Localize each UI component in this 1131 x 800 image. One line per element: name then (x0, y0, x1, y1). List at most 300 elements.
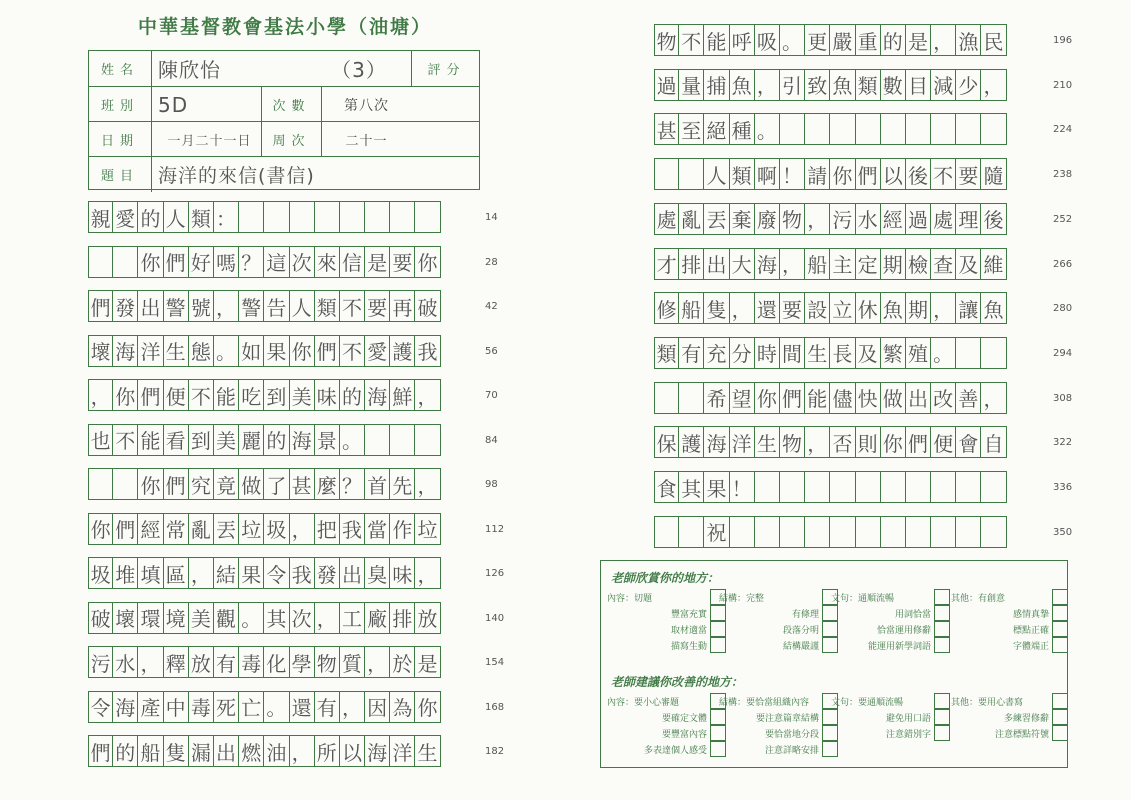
grid-cell (931, 516, 956, 548)
grid-cell: 致 (805, 69, 830, 101)
grid-cell: 不 (189, 379, 214, 411)
grid-cell: 立 (830, 292, 855, 324)
grid-cell: 發 (315, 557, 340, 589)
grid-cell: 。 (264, 691, 289, 723)
grid-cell: 再 (390, 290, 415, 322)
assessment-checkbox[interactable] (934, 693, 950, 709)
assessment-item-label: 文句：通順流暢 (831, 594, 895, 604)
grid-cell: 過 (654, 69, 679, 101)
grid-cell: 有 (214, 646, 239, 678)
grid-cell: 善 (956, 382, 981, 414)
grid-row (88, 201, 441, 233)
grid-cell: ， (931, 292, 956, 324)
grid-row (654, 69, 1007, 101)
assessment-item-label: 段落分明 (782, 626, 819, 636)
grid-cell: 水 (113, 646, 138, 678)
grid-cell (780, 516, 805, 548)
grid-cell: 要 (956, 158, 981, 190)
grid-cell (981, 471, 1006, 503)
grid-cell: 殖 (906, 337, 931, 369)
grid-cell: 以 (340, 735, 365, 767)
grid-cell: 洋 (390, 735, 415, 767)
assessment-checkbox[interactable] (1052, 605, 1068, 621)
row-count-number: 266 (1053, 258, 1073, 270)
grid-cell (113, 246, 138, 278)
grid-cell: 休 (856, 292, 881, 324)
grid-cell: 不 (340, 335, 365, 367)
grid-cell: ， (415, 557, 440, 589)
assessment-item-label: 要恰當地分段 (764, 730, 819, 740)
grid-cell (679, 158, 704, 190)
grid-cell: 海 (365, 379, 390, 411)
row-count-number: 98 (485, 479, 498, 490)
assessment-checkbox[interactable] (1052, 637, 1068, 653)
grid-cell: 及 (856, 337, 881, 369)
grid-cell (415, 424, 440, 456)
grid-row (88, 646, 441, 678)
grid-row (88, 513, 441, 545)
grid-cell: 號 (189, 290, 214, 322)
grid-cell: 廢 (755, 203, 780, 235)
grid-row (654, 248, 1007, 280)
grid-cell: 要 (390, 246, 415, 278)
grid-cell: 分 (730, 337, 755, 369)
grid-cell: 毒 (239, 646, 264, 678)
grid-cell: 。 (239, 602, 264, 634)
grid-cell: 處 (931, 203, 956, 235)
grid-cell: 吸 (755, 24, 780, 56)
grid-cell: 洋 (138, 335, 163, 367)
grid-cell: 究 (189, 468, 214, 500)
assessment-checkbox[interactable] (934, 637, 950, 653)
grid-row (88, 379, 441, 411)
assessment-item-label: 字體端正 (1012, 642, 1049, 652)
grid-cell: 要 (780, 292, 805, 324)
grid-cell: 定 (856, 248, 881, 280)
assessment-checkbox[interactable] (934, 621, 950, 637)
grid-cell: 首 (365, 468, 390, 500)
grid-cell: 便 (931, 426, 956, 458)
grid-cell: 們 (113, 513, 138, 545)
grid-cell: 於 (390, 646, 415, 678)
grid-cell: 維 (981, 248, 1006, 280)
grid-cell (755, 471, 780, 503)
date-label: 日期 (100, 134, 139, 149)
grid-cell (805, 113, 830, 145)
grid-cell: 油 (264, 735, 289, 767)
grid-cell: 告 (264, 290, 289, 322)
grid-cell (931, 471, 956, 503)
grid-cell: 種 (730, 113, 755, 145)
grid-cell: ， (981, 382, 1006, 414)
grid-cell: 次 (290, 602, 315, 634)
grid-cell: 是 (906, 24, 931, 56)
grid-cell (315, 201, 340, 233)
assessment-item-label: 有條理 (791, 610, 819, 620)
grid-cell (340, 201, 365, 233)
grid-cell: 圾 (88, 557, 113, 589)
assessment-box (600, 560, 1068, 768)
grid-cell: 麼 (315, 468, 340, 500)
grid-cell: ， (214, 290, 239, 322)
grid-cell (679, 382, 704, 414)
grid-cell: 警 (239, 290, 264, 322)
grid-cell: 絕 (704, 113, 729, 145)
grid-cell: 引 (780, 69, 805, 101)
grid-cell: ， (981, 69, 1006, 101)
grid-cell: 排 (390, 602, 415, 634)
grid-cell (981, 516, 1006, 548)
grid-cell: 丟 (214, 513, 239, 545)
grid-cell: ？ (340, 468, 365, 500)
header-row-date (89, 121, 479, 157)
grid-cell: 把 (315, 513, 340, 545)
grid-cell: 類 (730, 158, 755, 190)
assessment-item-label: 結構：完整 (719, 594, 765, 604)
grid-cell: 亡 (239, 691, 264, 723)
grid-cell: 才 (654, 248, 679, 280)
topic-value: 海洋的來信(書信) (151, 157, 481, 192)
grid-cell (239, 201, 264, 233)
grid-cell: 類 (315, 290, 340, 322)
grid-cell: 我 (415, 335, 440, 367)
grid-cell: 其 (679, 471, 704, 503)
grid-cell: 設 (805, 292, 830, 324)
grid-cell (730, 516, 755, 548)
grid-cell: 望 (730, 382, 755, 414)
grid-cell: 查 (931, 248, 956, 280)
grid-cell: 有 (679, 337, 704, 369)
grid-cell: 圾 (264, 513, 289, 545)
grid-cell: 出 (214, 735, 239, 767)
grid-cell: 作 (390, 513, 415, 545)
grid-cell: ， (88, 379, 113, 411)
grid-cell: 到 (264, 379, 289, 411)
grid-cell (956, 471, 981, 503)
grid-cell: 隨 (981, 158, 1006, 190)
grid-cell: 。 (214, 335, 239, 367)
row-count-number: 294 (1053, 347, 1073, 359)
row-count-number: 224 (1053, 124, 1073, 136)
row-count-number: 182 (485, 746, 505, 757)
grid-cell: 。 (931, 337, 956, 369)
grid-cell: 令 (88, 691, 113, 723)
grid-cell: 次 (290, 246, 315, 278)
grid-cell: 。 (755, 113, 780, 145)
grid-cell (88, 246, 113, 278)
grid-row (654, 516, 1007, 548)
grid-cell: 你 (138, 246, 163, 278)
grid-cell: ， (138, 646, 163, 678)
assessment-item-label: 避免用口語 (885, 714, 931, 724)
grid-cell: 捕 (704, 69, 729, 101)
grid-cell: 洋 (730, 426, 755, 458)
grid-cell: 死 (214, 691, 239, 723)
row-count-number: 210 (1053, 79, 1073, 91)
grid-cell: 期 (881, 248, 906, 280)
date-value: 一月二十一日 (151, 122, 261, 157)
grid-cell (881, 471, 906, 503)
grid-cell: 漁 (956, 24, 981, 56)
assessment-item-label: 內容：切題 (607, 594, 653, 604)
grid-cell (981, 337, 1006, 369)
grid-cell: 船 (138, 735, 163, 767)
grid-cell: 期 (906, 292, 931, 324)
grid-cell: ， (805, 203, 830, 235)
grid-cell: 你 (290, 335, 315, 367)
grid-cell: 嚴 (830, 24, 855, 56)
grid-cell: 類 (856, 69, 881, 101)
grid-cell: ， (780, 248, 805, 280)
grid-cell: 燃 (239, 735, 264, 767)
grid-cell: 美 (189, 602, 214, 634)
grid-cell (881, 516, 906, 548)
grid-cell: 你 (415, 246, 440, 278)
assessment-checkbox[interactable] (822, 741, 838, 757)
grid-cell: 為 (390, 691, 415, 723)
row-count-number: 336 (1053, 482, 1073, 493)
grid-cell: ， (730, 292, 755, 324)
improve-title: 老師建議你改善的地方： (611, 675, 744, 689)
grid-cell: ， (290, 513, 315, 545)
grid-cell: 景 (315, 424, 340, 456)
assessment-checkbox[interactable] (934, 725, 950, 741)
assessment-item-label: 恰當運用修辭 (876, 626, 931, 636)
grid-cell: 的 (340, 379, 365, 411)
grid-row (654, 113, 1007, 145)
grid-cell: 丟 (704, 203, 729, 235)
grid-cell (931, 113, 956, 145)
grid-cell: ， (931, 24, 956, 56)
grid-cell (390, 201, 415, 233)
grid-row (88, 424, 441, 456)
grid-cell: 亂 (189, 513, 214, 545)
grid-cell: 繁 (881, 337, 906, 369)
grid-cell: 是 (365, 246, 390, 278)
grid-cell: 類 (654, 337, 679, 369)
grid-cell: 間 (780, 337, 805, 369)
grid-cell: ， (755, 69, 780, 101)
assessment-item-label: 注意錯別字 (885, 730, 931, 740)
grid-cell: 呼 (730, 24, 755, 56)
grid-row (88, 691, 441, 723)
name-value: 陳欣怡 (151, 51, 301, 86)
grid-cell: 不 (340, 290, 365, 322)
grid-cell: ！ (730, 471, 755, 503)
grid-cell: 果 (704, 471, 729, 503)
grid-row (88, 468, 441, 500)
grid-cell: 其 (264, 602, 289, 634)
grid-cell (365, 424, 390, 456)
grid-cell: 污 (830, 203, 855, 235)
grid-cell: 能 (805, 382, 830, 414)
grid-cell: 則 (856, 426, 881, 458)
grid-cell: 產 (138, 691, 163, 723)
grid-cell: 量 (679, 69, 704, 101)
count-label: 次數 (261, 87, 321, 122)
grid-row (88, 602, 441, 634)
grid-row (654, 24, 1007, 56)
grid-cell: 請 (805, 158, 830, 190)
grid-cell: 我 (340, 513, 365, 545)
assessment-checkbox[interactable] (934, 709, 950, 725)
grid-cell: 結 (214, 557, 239, 589)
grid-cell: 時 (755, 337, 780, 369)
topic-label: 題目 (100, 169, 139, 184)
grid-cell: 不 (679, 24, 704, 56)
assessment-item-label: 標點正確 (1012, 626, 1049, 636)
grid-cell (679, 516, 704, 548)
grid-cell: 海 (704, 426, 729, 458)
grid-cell: 甚 (654, 113, 679, 145)
grid-cell: 甚 (290, 468, 315, 500)
grid-cell: 經 (881, 203, 906, 235)
grid-cell: 放 (189, 646, 214, 678)
grid-cell: 鮮 (390, 379, 415, 411)
grid-cell: 們 (906, 426, 931, 458)
grid-cell (654, 158, 679, 190)
grid-row (88, 557, 441, 589)
grid-cell: 儘 (830, 382, 855, 414)
grid-cell: 不 (113, 424, 138, 456)
count-value: 第八次 (321, 87, 411, 122)
assessment-item-label: 內容：要小心審題 (607, 698, 680, 708)
grid-cell: 了 (264, 468, 289, 500)
grid-cell: 垃 (415, 513, 440, 545)
grid-cell: 看 (164, 424, 189, 456)
assessment-checkbox[interactable] (934, 589, 950, 605)
grid-cell: 你 (138, 468, 163, 500)
grid-cell: 質 (340, 646, 365, 678)
grid-cell: 出 (340, 557, 365, 589)
grid-cell (264, 201, 289, 233)
grid-cell: 否 (830, 426, 855, 458)
assessment-checkbox[interactable] (1052, 589, 1068, 605)
grid-cell: 隻 (704, 292, 729, 324)
grid-cell: 們 (88, 290, 113, 322)
grid-cell: 污 (88, 646, 113, 678)
assessment-checkbox[interactable] (1052, 709, 1068, 725)
grid-cell: 警 (164, 290, 189, 322)
grid-cell: 。 (780, 24, 805, 56)
grid-cell: 你 (755, 382, 780, 414)
assessment-item-label: 其他：有創意 (951, 594, 1006, 604)
grid-cell: 棄 (730, 203, 755, 235)
grid-cell (956, 337, 981, 369)
assessment-item-label: 注意標點符號 (994, 730, 1049, 740)
grid-cell (830, 471, 855, 503)
assessment-item-label: 多表達個人感受 (643, 746, 707, 756)
grid-cell: 令 (264, 557, 289, 589)
row-count-number: 252 (1053, 213, 1073, 225)
assessment-item-label: 能運用新學詞語 (867, 642, 931, 652)
grid-cell (805, 471, 830, 503)
grid-cell: 以 (881, 158, 906, 190)
grid-cell: 經 (138, 513, 163, 545)
grid-cell: 麗 (239, 424, 264, 456)
grid-cell: 生 (755, 426, 780, 458)
grid-cell: ， (365, 646, 390, 678)
grid-cell: ， (315, 602, 340, 634)
assessment-checkbox[interactable] (1052, 621, 1068, 637)
assessment-checkbox[interactable] (1052, 725, 1068, 741)
grid-cell (113, 468, 138, 500)
assessment-item-label: 要確定文體 (661, 714, 707, 724)
grid-cell: 及 (956, 248, 981, 280)
row-count-number: 126 (485, 568, 505, 579)
grid-cell: 隻 (164, 735, 189, 767)
assessment-item-label: 注意詳略安排 (764, 746, 819, 756)
grid-cell: 排 (679, 248, 704, 280)
grid-cell: 會 (956, 426, 981, 458)
grid-cell (654, 516, 679, 548)
grid-cell: 到 (189, 424, 214, 456)
score-label: 評分 (411, 51, 481, 86)
grid-cell: 少 (956, 69, 981, 101)
row-count-number: 42 (485, 301, 498, 312)
assessment-item-label: 要豐富內容 (661, 730, 707, 740)
school-title: 中華基督教會基法小學（油塘） (137, 16, 432, 38)
grid-cell: 魚 (830, 69, 855, 101)
class-label: 班別 (100, 99, 139, 114)
assessment-item-label: 描寫生動 (670, 642, 707, 652)
grid-cell: 中 (164, 691, 189, 723)
grid-cell: 愛 (365, 335, 390, 367)
grid-cell: 船 (805, 248, 830, 280)
grid-cell: 出 (138, 290, 163, 322)
assessment-item-label: 用詞恰當 (894, 610, 931, 620)
grid-cell: ？ (239, 246, 264, 278)
grid-cell (856, 471, 881, 503)
assessment-item-label: 感情真摯 (1012, 610, 1049, 620)
grid-row (654, 426, 1007, 458)
grid-row (88, 735, 441, 767)
grid-cell: 吃 (239, 379, 264, 411)
grid-cell: 你 (113, 379, 138, 411)
grid-cell: 你 (830, 158, 855, 190)
grid-cell: ， (415, 468, 440, 500)
class-number: （3） (331, 58, 387, 82)
grid-cell: 亂 (679, 203, 704, 235)
grid-cell: 啊 (755, 158, 780, 190)
grid-cell: 便 (164, 379, 189, 411)
row-count-number: 112 (485, 523, 505, 535)
grid-cell (830, 113, 855, 145)
grid-cell: 還 (290, 691, 315, 723)
grid-cell: 好 (189, 246, 214, 278)
grid-cell (805, 516, 830, 548)
grid-cell: 境 (164, 602, 189, 634)
grid-cell: 的 (138, 201, 163, 233)
grid-cell: 不 (931, 158, 956, 190)
grid-cell: 人 (164, 201, 189, 233)
grid-cell: 們 (88, 735, 113, 767)
grid-cell: 。 (340, 424, 365, 456)
grid-cell: 護 (679, 426, 704, 458)
grid-cell (415, 201, 440, 233)
grid-cell: 壞 (88, 335, 113, 367)
grid-cell: 美 (214, 424, 239, 456)
assessment-checkbox[interactable] (934, 605, 950, 621)
header-table (88, 50, 480, 190)
grid-cell: 海 (113, 691, 138, 723)
grid-cell: 化 (264, 646, 289, 678)
grid-cell: 更 (805, 24, 830, 56)
grid-cell: 民 (981, 24, 1006, 56)
assessment-checkbox[interactable] (1052, 693, 1068, 709)
grid-cell (780, 113, 805, 145)
assessment-item-label: 取材適當 (670, 626, 707, 636)
